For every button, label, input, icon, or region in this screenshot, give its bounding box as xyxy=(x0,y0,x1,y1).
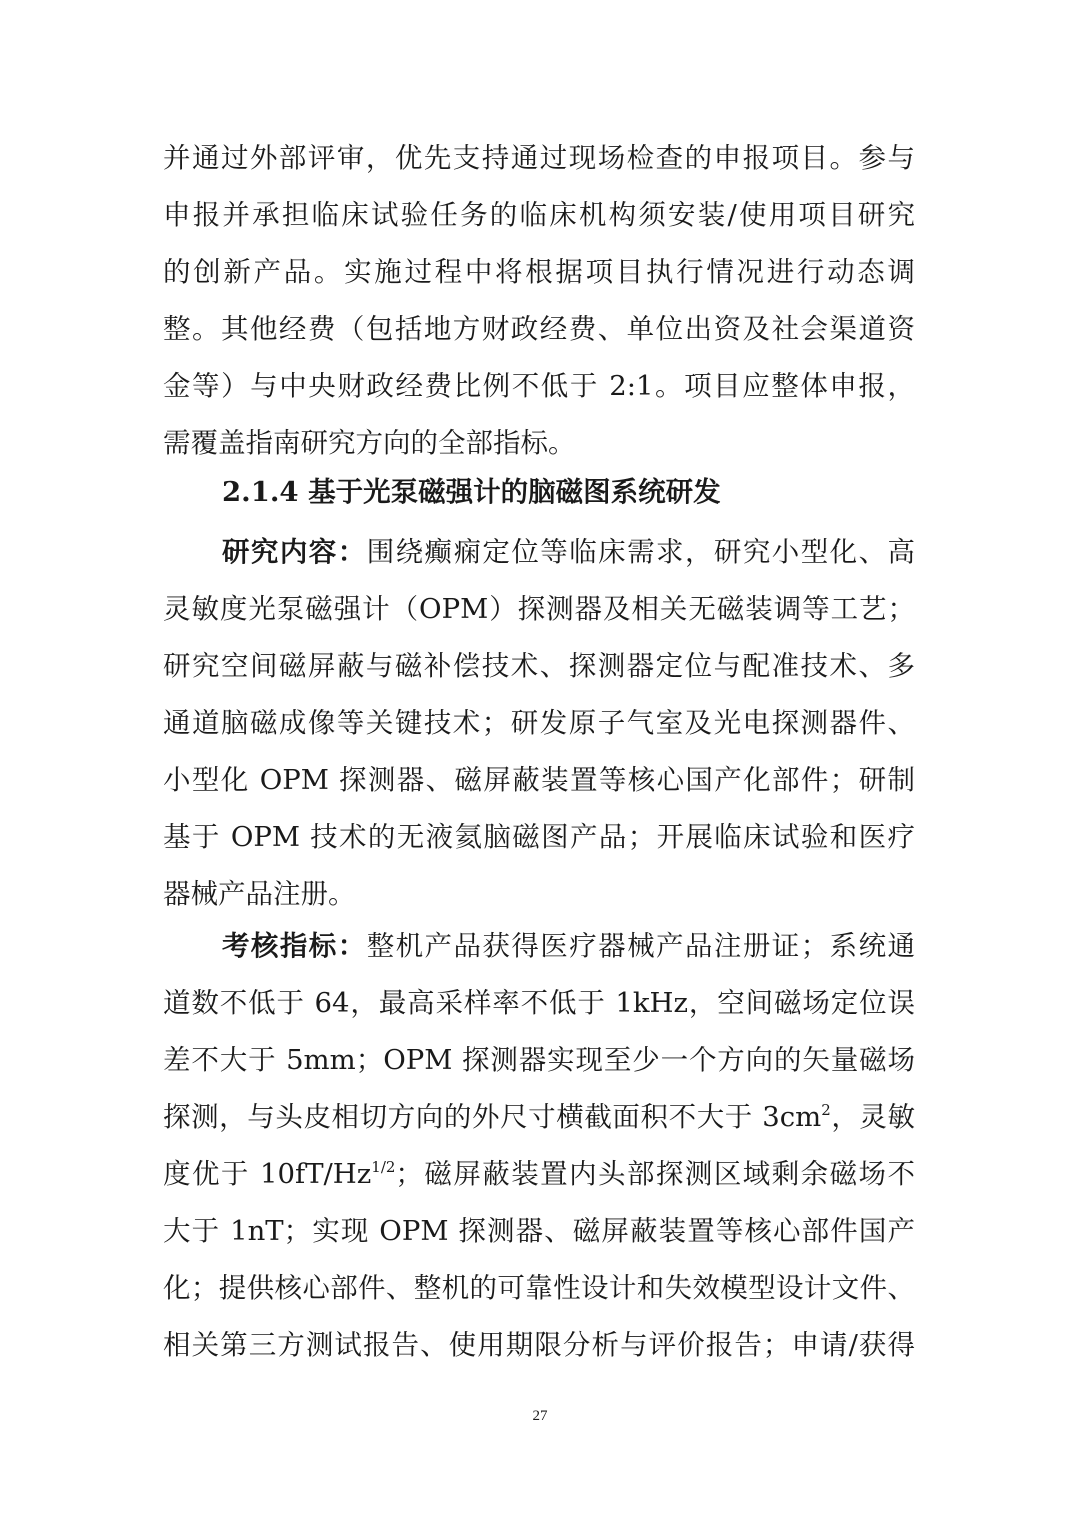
text-segment: 度优于 10fT/Hz xyxy=(163,1158,372,1190)
text-line: 器械产品注册。 xyxy=(163,878,356,910)
text-line xyxy=(222,918,915,975)
research-content-text: 围绕癫痫定位等临床需求，研究小型化、高 xyxy=(366,536,915,568)
assessment-text: 整机产品获得医疗器械产品注册证；系统通 xyxy=(366,930,915,962)
text-segment: 探测，与头皮相切方向的外尺寸横截面积不大于 3cm xyxy=(163,1101,822,1133)
text-segment: ；磁屏蔽装置内头部探测区域剩余磁场不 xyxy=(395,1158,915,1190)
text-line xyxy=(163,1089,915,1146)
text-line xyxy=(222,524,915,581)
text-line: 金等）与中央财政经费比例不低于 2:1。项目应整体申报， xyxy=(163,370,915,402)
text-line: 整。其他经费（包括地方财政经费、单位出资及社会渠道资 xyxy=(163,313,915,345)
text-line: 灵敏度光泵磁强计（OPM）探测器及相关无磁装调等工艺； xyxy=(163,593,915,625)
research-content-label: 研究内容： xyxy=(222,536,367,568)
text-line: 研究空间磁屏蔽与磁补偿技术、探测器定位与配准技术、多 xyxy=(163,650,915,682)
section-heading: 2.1.4 基于光泵磁强计的脑磁图系统研发 xyxy=(222,476,721,508)
text-line: 申报并承担临床试验任务的临床机构须安装/使用项目研究 xyxy=(163,199,915,231)
text-segment: ，灵敏 xyxy=(830,1101,915,1133)
text-line: 通道脑磁成像等关键技术；研发原子气室及光电探测器件、 xyxy=(163,707,915,739)
text-line: 相关第三方测试报告、使用期限分析与评价报告；申请/获得 xyxy=(163,1329,915,1361)
text-line: 基于 OPM 技术的无液氦脑磁图产品；开展临床试验和医疗 xyxy=(163,821,915,853)
text-line: 需覆盖指南研究方向的全部指标。 xyxy=(163,427,576,459)
page-number: 27 xyxy=(532,1408,548,1424)
superscript: 2 xyxy=(821,1101,831,1119)
text-line: 大于 1nT；实现 OPM 探测器、磁屏蔽装置等核心部件国产 xyxy=(163,1215,915,1247)
superscript: 1/2 xyxy=(371,1158,396,1176)
text-line: 差不大于 5mm；OPM 探测器实现至少一个方向的矢量磁场 xyxy=(163,1044,915,1076)
text-line: 道数不低于 64，最高采样率不低于 1kHz，空间磁场定位误 xyxy=(163,987,915,1019)
text-line: 化；提供核心部件、整机的可靠性设计和失效模型设计文件、 xyxy=(163,1272,915,1304)
assessment-label: 考核指标： xyxy=(222,930,367,962)
text-line: 小型化 OPM 探测器、磁屏蔽装置等核心国产化部件；研制 xyxy=(163,764,915,796)
text-line: 的创新产品。实施过程中将根据项目执行情况进行动态调 xyxy=(163,256,915,288)
text-line: 并通过外部评审，优先支持通过现场检查的申报项目。参与 xyxy=(163,142,915,174)
text-line xyxy=(163,1146,915,1203)
